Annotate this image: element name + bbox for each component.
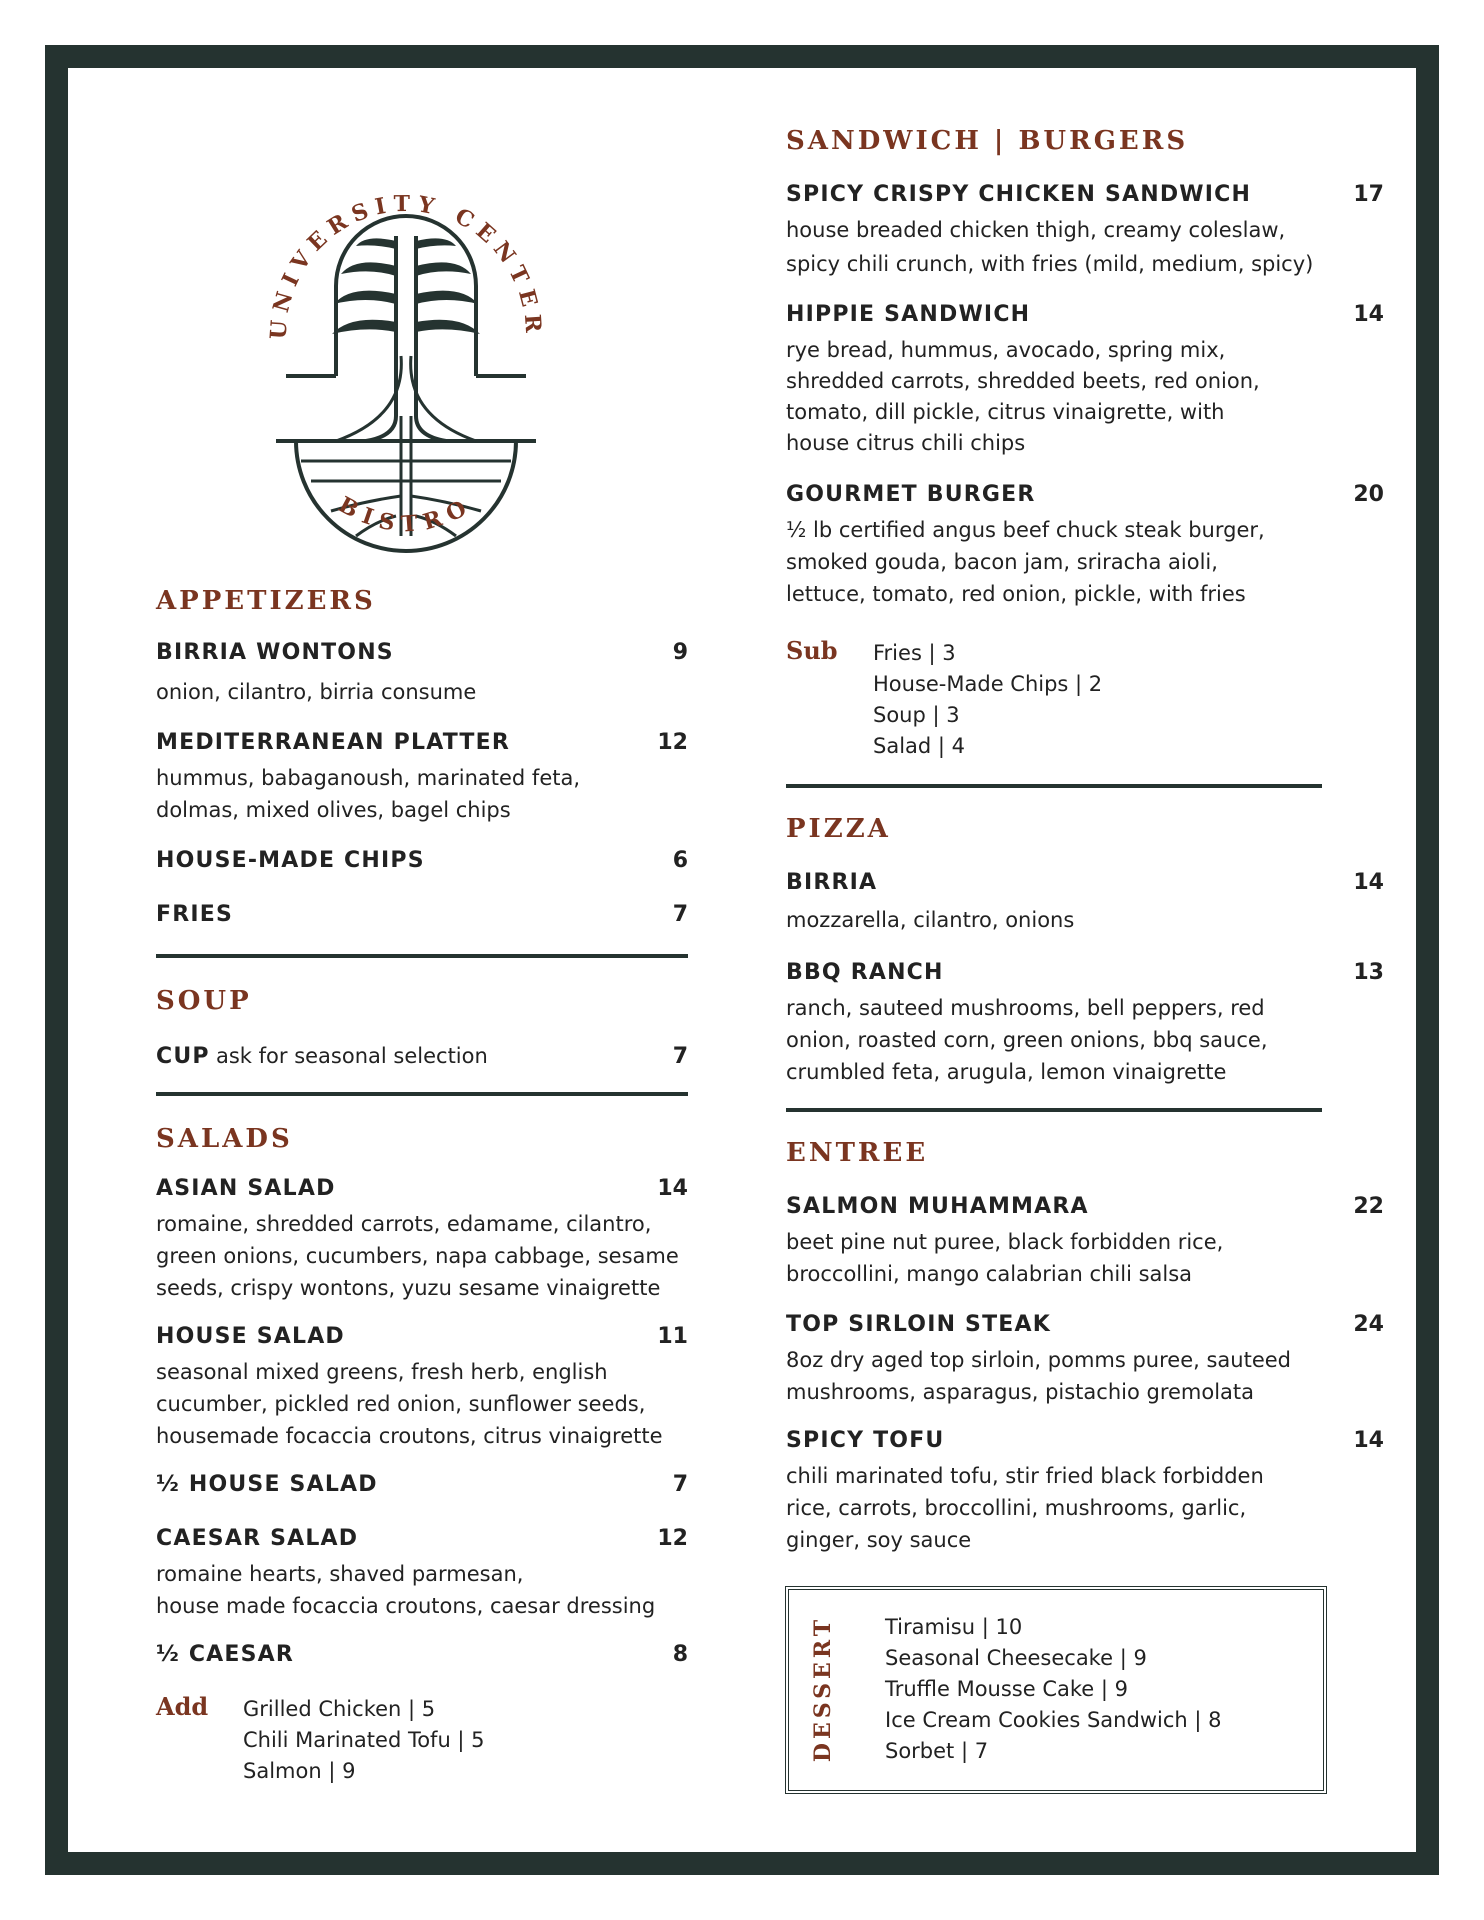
item-desc: tomato, dill pickle, citrus vinaigrette, with: [786, 400, 1225, 424]
item-price: 17: [1353, 182, 1384, 207]
add-label: Add: [156, 1692, 209, 1721]
item-desc: romaine hearts, shaved parmesan,: [156, 1562, 524, 1586]
add-option: Chili Marinated Tofu | 5: [243, 1728, 485, 1752]
dessert-item: Tiramisu | 10: [885, 1615, 1023, 1639]
item-desc: broccollini, mango calabrian chili salsa: [786, 1262, 1193, 1286]
item-desc: lettuce, tomato, red onion, pickle, with fries: [786, 582, 1246, 606]
item-desc: onion, roasted corn, green onions, bbq sauce,: [786, 1028, 1268, 1052]
sub-option: Fries | 3: [873, 641, 956, 665]
dessert-item: Sorbet | 7: [885, 1739, 989, 1763]
item-desc: 8oz dry aged top sirloin, pomms puree, sauteed: [786, 1348, 1292, 1372]
item-name: BIRRIA: [786, 870, 878, 895]
item-name: HOUSE-MADE CHIPS: [156, 848, 425, 873]
item-price: 14: [1353, 870, 1384, 895]
item-price: 12: [657, 1526, 688, 1551]
bistro-logo: [256, 116, 556, 556]
item-desc: seasonal mixed greens, fresh herb, english: [156, 1360, 608, 1384]
item-price: 8: [672, 1642, 688, 1667]
soup-cup-price: 7: [672, 1044, 688, 1069]
item-desc: rye bread, hummus, avocado, spring mix,: [786, 338, 1226, 362]
item-name: BIRRIA WONTONS: [156, 640, 394, 665]
soup-cup-desc: ask for seasonal selection: [216, 1044, 488, 1068]
pizza-heading: PIZZA: [786, 814, 891, 844]
item-desc: green onions, cucumbers, napa cabbage, sesame: [156, 1244, 679, 1268]
item-desc: romaine, shredded carrots, edamame, cilantro,: [156, 1212, 652, 1236]
soup-cup-name: CUP: [156, 1044, 210, 1069]
item-name: HIPPIE SANDWICH: [786, 302, 1031, 327]
item-price: 20: [1353, 482, 1384, 507]
item-name: SALMON MUHAMMARA: [786, 1194, 1089, 1219]
logo-bottom-text: BISTRO: [334, 491, 478, 538]
item-name: HOUSE SALAD: [156, 1324, 345, 1349]
item-desc: house made focaccia croutons, caesar dressing: [156, 1594, 656, 1618]
item-price: 13: [1353, 960, 1384, 985]
item-price: 11: [657, 1324, 688, 1349]
item-price: 14: [657, 1176, 688, 1201]
dessert-box: [785, 1586, 1327, 1794]
item-desc: housemade focaccia croutons, citrus vinaigrette: [156, 1424, 663, 1448]
appetizers-heading: APPETIZERS: [156, 586, 376, 616]
sub-option: House-Made Chips | 2: [873, 672, 1103, 696]
sandwiches-heading: SANDWICH | BURGERS: [786, 126, 1189, 156]
item-desc: rice, carrots, broccollini, mushrooms, garlic,: [786, 1496, 1247, 1520]
svg-text:BISTRO: [334, 492, 478, 538]
item-price: 14: [1353, 302, 1384, 327]
item-price: 24: [1353, 1312, 1384, 1337]
item-desc: mozzarella, cilantro, onions: [786, 908, 1075, 932]
item-price: 12: [657, 730, 688, 755]
item-name: ½ CAESAR: [156, 1642, 295, 1667]
sub-option: Salad | 4: [873, 734, 966, 758]
sub-label: Sub: [786, 636, 838, 665]
svg-text:UNIVERSITY CENTER: [265, 191, 546, 340]
item-name: MEDITERRANEAN PLATTER: [156, 730, 510, 755]
item-desc: shredded carrots, shredded beets, red onion,: [786, 369, 1260, 393]
section-divider: [156, 954, 688, 958]
soup-heading: SOUP: [156, 986, 252, 1016]
item-desc: seeds, crispy wontons, yuzu sesame vinaigrette: [156, 1276, 661, 1300]
dessert-heading: DESSERT: [810, 1615, 836, 1763]
item-name: SPICY CRISPY CHICKEN SANDWICH: [786, 182, 1252, 207]
dessert-item: Truffle Mousse Cake | 9: [885, 1677, 1128, 1701]
logo-arc-text: UNIVERSITY CENTER: [265, 190, 547, 341]
item-desc: ginger, soy sauce: [786, 1528, 972, 1552]
item-desc: beet pine nut puree, black forbidden rice,: [786, 1230, 1224, 1254]
sub-option: Soup | 3: [873, 703, 960, 727]
item-price: 22: [1353, 1194, 1384, 1219]
item-desc: onion, cilantro, birria consume: [156, 680, 477, 704]
item-price: 9: [672, 640, 688, 665]
menu-page: [68, 68, 1416, 1852]
add-option: Salmon | 9: [243, 1759, 356, 1783]
item-name: TOP SIRLOIN STEAK: [786, 1312, 1052, 1337]
item-name: FRIES: [156, 902, 234, 927]
entree-heading: ENTREE: [786, 1138, 929, 1168]
item-name: ASIAN SALAD: [156, 1176, 336, 1201]
item-desc: ranch, sauteed mushrooms, bell peppers, red: [786, 996, 1265, 1020]
item-name: ½ HOUSE SALAD: [156, 1472, 378, 1497]
item-name: GOURMET BURGER: [786, 482, 1036, 507]
dessert-item: Ice Cream Cookies Sandwich | 8: [885, 1708, 1222, 1732]
item-name: SPICY TOFU: [786, 1428, 945, 1453]
add-option: Grilled Chicken | 5: [243, 1697, 436, 1721]
dessert-item: Seasonal Cheesecake | 9: [885, 1646, 1147, 1670]
item-name: BBQ RANCH: [786, 960, 944, 985]
item-desc: chili marinated tofu, stir fried black forbidden: [786, 1464, 1264, 1488]
salads-heading: SALADS: [156, 1124, 293, 1154]
item-desc: cucumber, pickled red onion, sunflower seeds,: [156, 1392, 646, 1416]
item-desc: spicy chili crunch, with fries (mild, medium, spicy): [786, 252, 1314, 276]
item-price: 14: [1353, 1428, 1384, 1453]
item-desc: house breaded chicken thigh, creamy coleslaw,: [786, 218, 1286, 242]
section-divider: [156, 1092, 688, 1096]
section-divider: [786, 784, 1322, 788]
dessert-label-wrap: [803, 1614, 843, 1774]
item-desc: smoked gouda, bacon jam, sriracha aioli,: [786, 550, 1218, 574]
item-name: CAESAR SALAD: [156, 1526, 359, 1551]
item-desc: house citrus chili chips: [786, 431, 1026, 455]
item-desc: hummus, babaganoush, marinated feta,: [156, 766, 581, 790]
section-divider: [786, 1108, 1322, 1112]
item-desc: dolmas, mixed olives, bagel chips: [156, 798, 511, 822]
item-price: 6: [672, 848, 688, 873]
item-price: 7: [672, 1472, 688, 1497]
item-price: 7: [672, 902, 688, 927]
item-desc: mushrooms, asparagus, pistachio gremolata: [786, 1380, 1255, 1404]
item-desc: crumbled feta, arugula, lemon vinaigrette: [786, 1060, 1227, 1084]
item-desc: ½ lb certified angus beef chuck steak burger,: [786, 518, 1265, 542]
